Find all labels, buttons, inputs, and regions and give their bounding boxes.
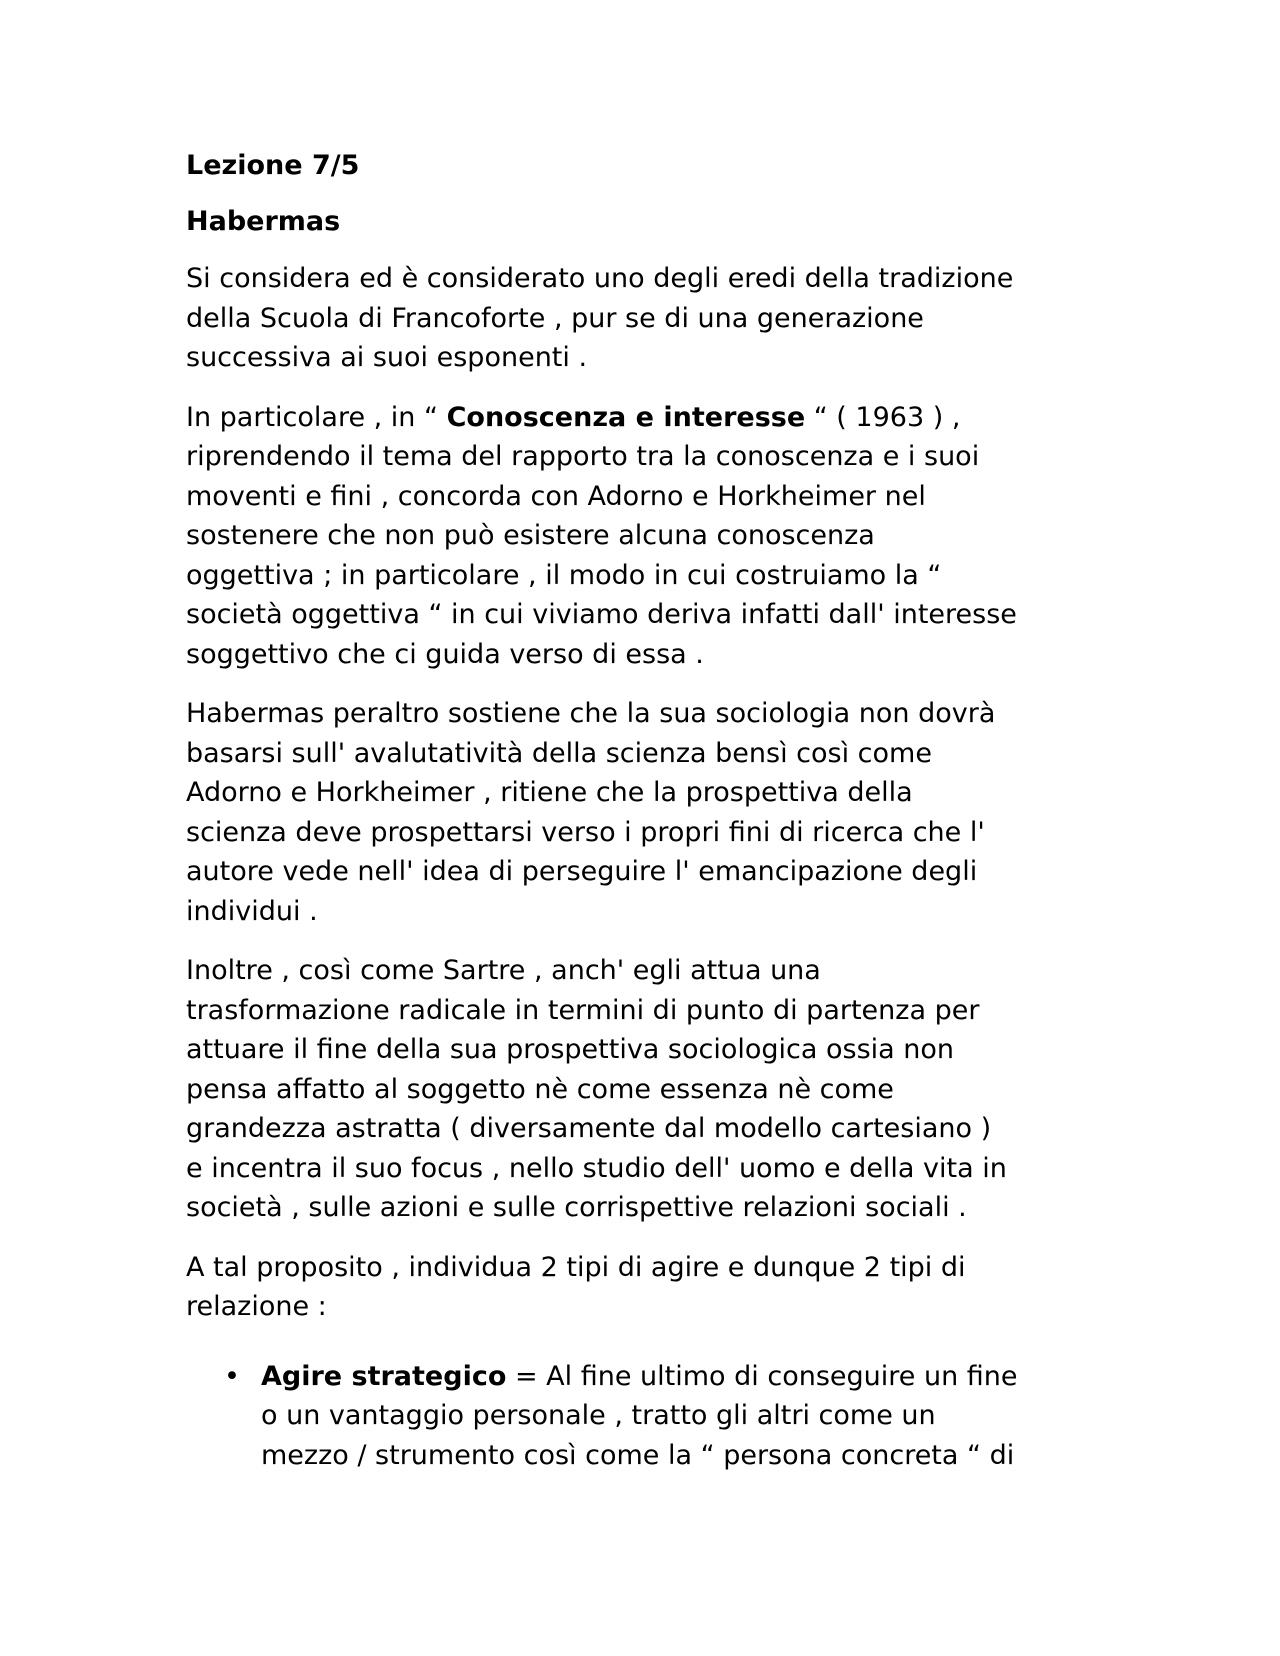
text-line: relazione :	[186, 1291, 327, 1322]
text-line: individui .	[186, 895, 318, 927]
author-heading: Habermas	[186, 205, 341, 237]
text-line: basarsi sull' avalutatività della scienza bensì così come	[186, 737, 932, 769]
bullet-icon: •	[224, 1360, 240, 1392]
text-line: società oggettiva “ in cui viviamo deriva infatti dall' interesse	[186, 599, 1017, 630]
text-line: della Scuola di Francoforte , pur se di una generazione	[186, 302, 924, 334]
text-line: grandezza astratta ( diversamente dal modello cartesiano )	[186, 1113, 992, 1144]
text-line: autore vede nell' idea di perseguire l' emancipazione degli	[186, 856, 978, 887]
text-fragment: = Al fine ultimo di conseguire un fine	[506, 1360, 1018, 1392]
paragraph-conoscenza	[186, 398, 1106, 675]
text-line: soggettivo che ci guida verso di essa .	[186, 638, 704, 670]
text-line: attuare il fine della sua prospettiva sociologica ossia non	[186, 1034, 955, 1065]
text-line: Habermas peraltro sostiene che la sua sociologia non dovrà	[186, 698, 996, 729]
text-line: e incentra il suo focus , nello studio dell' uomo e della vita in	[186, 1152, 1007, 1184]
text-line: Adorno e Horkheimer , ritiene che la prospettiva della	[186, 777, 913, 808]
lesson-title: Lezione 7/5	[186, 150, 360, 181]
text-line: moventi e fini , concorda con Adorno e Horkheimer nel	[186, 480, 926, 512]
list-item-agire-strategico	[186, 1357, 1106, 1476]
text-line	[261, 1357, 1106, 1397]
text-line: o un vantaggio personale , tratto gli altri come un	[261, 1400, 936, 1431]
paragraph-sartre	[186, 951, 1106, 1228]
text-line: trasformazione radicale in termini di punto di partenza per	[186, 994, 980, 1026]
paragraph-sociologia	[186, 694, 1106, 931]
paragraph-intro	[186, 259, 1106, 378]
text-fragment: In particolare , in “	[186, 401, 447, 433]
text-line: Si considera ed è considerato uno degli eredi della tradizione	[186, 263, 1014, 294]
text-line: successiva ai suoi esponenti .	[186, 342, 588, 373]
text-line: riprendendo il tema del rapporto tra la conoscenza e i suoi	[186, 441, 980, 472]
text-line: Inoltre , così come Sartre , anch' egli attua una	[186, 955, 821, 986]
bullet-term: Agire strategico	[261, 1360, 507, 1392]
text-line: società , sulle azioni e sulle corrispettive relazioni sociali .	[186, 1192, 967, 1223]
text-line: A tal proposito , individua 2 tipi di agire e dunque 2 tipi di	[186, 1251, 966, 1283]
text-line	[186, 398, 1106, 438]
document-page	[186, 146, 1106, 1475]
text-line: sostenere che non può esistere alcuna conoscenza	[186, 520, 875, 551]
text-line: pensa affatto al soggetto nè come essenza nè come	[186, 1073, 894, 1105]
text-fragment: “ ( 1963 ) ,	[805, 401, 961, 433]
text-line: mezzo / strumento così come la “ persona concreta “ di	[261, 1439, 1015, 1471]
text-line: oggettiva ; in particolare , il modo in cui costruiamo la “	[186, 559, 942, 591]
book-title: Conoscenza e interesse	[446, 401, 806, 433]
text-line: scienza deve prospettarsi verso i propri fini di ricerca che l'	[186, 816, 985, 848]
paragraph-tipi-agire	[186, 1248, 1106, 1327]
bullet-list	[186, 1357, 1106, 1476]
